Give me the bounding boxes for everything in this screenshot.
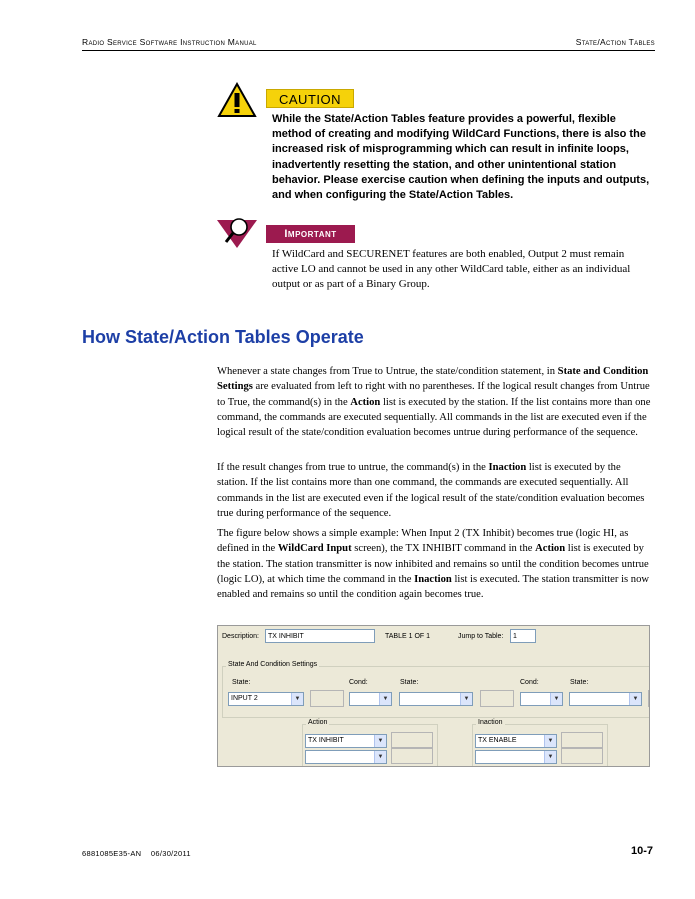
p2-text-2: list is executed by the station. If the list contains more than one command, the commands are executed sequentially. All commands in the list are executed even if the logical result of the state/condition evaluation becomes true during performance of the sequence.: [217, 462, 645, 519]
state-label-3: State:: [570, 679, 589, 686]
p3-bold-wildcard-input: WildCard Input: [277, 543, 352, 555]
description-label: Description:: [222, 633, 259, 640]
p1-text-3: list is executed by the station. If the list contains more than one command, the commands are executed sequentially. All commands in the list are executed even if the logical result of the state/condition evaluation becomes untrue during performance of the sequence.: [217, 396, 651, 439]
state-select-1[interactable]: [228, 692, 304, 706]
magnifier-icon: [217, 214, 259, 255]
p3-text-1: The figure below shows a simple example: When Input 2 (TX Inhibit) becomes true (logic HI, as defined in the: [217, 528, 629, 555]
state-select-2[interactable]: [399, 692, 473, 706]
jump-to-table-label: Jump to Table:: [458, 633, 504, 640]
table-indicator: TABLE 1 OF 1: [385, 633, 430, 640]
p3-bold-inaction: Inaction: [414, 573, 452, 585]
footer-doc-number: 6881085E35-AN: [82, 849, 142, 858]
state-action-table-screenshot: [217, 625, 650, 767]
p3-text-4: list is executed. The station transmitter is now enabled and remains so until the condition again becomes true.: [217, 573, 650, 601]
running-header-section: State/Action Tables: [575, 37, 655, 47]
p3-text-3: list is executed by the station. The station transmitter is now inhibited and remains so until the condition becomes untrue (logic LO), at which time the command in the: [217, 543, 649, 585]
chevron-down-icon[interactable]: ▼: [550, 693, 562, 705]
paragraph-example: [217, 526, 653, 602]
cond-label-1: Cond:: [349, 679, 368, 686]
state-1-value-box: [310, 690, 344, 707]
p3-text-2: screen), the TX INHIBIT command in the: [351, 543, 536, 555]
running-header-title: Radio Service Software Instruction Manual: [82, 37, 257, 47]
chevron-down-icon[interactable]: ▼: [544, 751, 556, 763]
chevron-down-icon[interactable]: ▼: [629, 693, 641, 705]
paragraph-state-change: [217, 364, 653, 440]
caution-label: CAUTION: [266, 89, 354, 108]
chevron-down-icon[interactable]: ▼: [374, 735, 386, 747]
cond-select-1[interactable]: [349, 692, 392, 706]
state-select-1-value: INPUT 2: [231, 695, 258, 702]
action-1-param-box: [391, 732, 433, 748]
chevron-down-icon[interactable]: ▼: [460, 693, 472, 705]
inaction-select-1[interactable]: [475, 734, 557, 748]
important-text: If WildCard and SECURENET features are both enabled, Output 2 must remain active LO and cannot be used in any other WildCard table, either as an individual output or as part of a Binary Group.: [272, 248, 631, 290]
state-condition-group-title: State And Condition Settings: [228, 661, 318, 668]
chevron-down-icon[interactable]: ▼: [544, 735, 556, 747]
p1-bold-state-condition: State and Condition Settings: [217, 366, 649, 393]
cond-select-2[interactable]: [520, 692, 563, 706]
p1-bold-action: Action: [350, 396, 381, 408]
p1-text-2: are evaluated from left to right with no parentheses. If the logical result changes from Untrue to True, the command(s) in the: [217, 381, 650, 408]
action-2-param-box: [391, 748, 433, 764]
p1-text-1: Whenever a state changes from True to Untrue, the state/condition statement, in: [217, 366, 558, 377]
chevron-down-icon[interactable]: ▼: [379, 693, 391, 705]
cond-label-2: Cond:: [520, 679, 539, 686]
p2-bold-inaction: Inaction: [488, 462, 527, 473]
footer-date: 06/30/2011: [150, 849, 191, 858]
state-label-1: State:: [232, 679, 251, 686]
action-select-2[interactable]: [305, 750, 387, 764]
inaction-select-1-value: TX ENABLE: [478, 737, 517, 744]
warning-triangle-icon: [217, 82, 257, 123]
important-label: Important: [266, 225, 355, 243]
inaction-1-param-box: [561, 732, 603, 748]
description-input[interactable]: TX INHIBIT: [265, 629, 375, 643]
action-group-title: Action: [308, 719, 328, 726]
state-select-3[interactable]: [569, 692, 642, 706]
caution-text: While the State/Action Tables feature provides a powerful, flexible method of creating and modifying WildCard Functions, there is also the increased risk of misprogramming which can result in infinite loops, inadvertently resetting the station, and other unintentional station behavior. Please exercise caution when defining the inputs and outputs, and when configuring the State/Action Tables.: [272, 113, 650, 202]
footer-doc-info: [82, 849, 191, 858]
state-2-value-box: [480, 690, 514, 707]
chevron-down-icon[interactable]: ▼: [291, 693, 303, 705]
inaction-group-title: Inaction: [478, 719, 503, 726]
jump-to-table-input[interactable]: 1: [510, 629, 536, 643]
page-number: 10-7: [630, 845, 653, 857]
p3-bold-action: Action: [535, 543, 566, 555]
action-select-1[interactable]: [305, 734, 387, 748]
section-heading: How State/Action Tables Operate: [82, 327, 364, 347]
inaction-select-2[interactable]: [475, 750, 557, 764]
action-select-1-value: TX INHIBIT: [308, 737, 344, 744]
p2-text-1: If the result changes from true to untrue, the command(s) in the: [217, 462, 489, 473]
paragraph-inaction: [217, 460, 653, 521]
inaction-2-param-box: [561, 748, 603, 764]
state-3-value-box: [648, 690, 650, 707]
header-rule: [82, 50, 655, 51]
chevron-down-icon[interactable]: ▼: [374, 751, 386, 763]
state-label-2: State:: [400, 679, 419, 686]
